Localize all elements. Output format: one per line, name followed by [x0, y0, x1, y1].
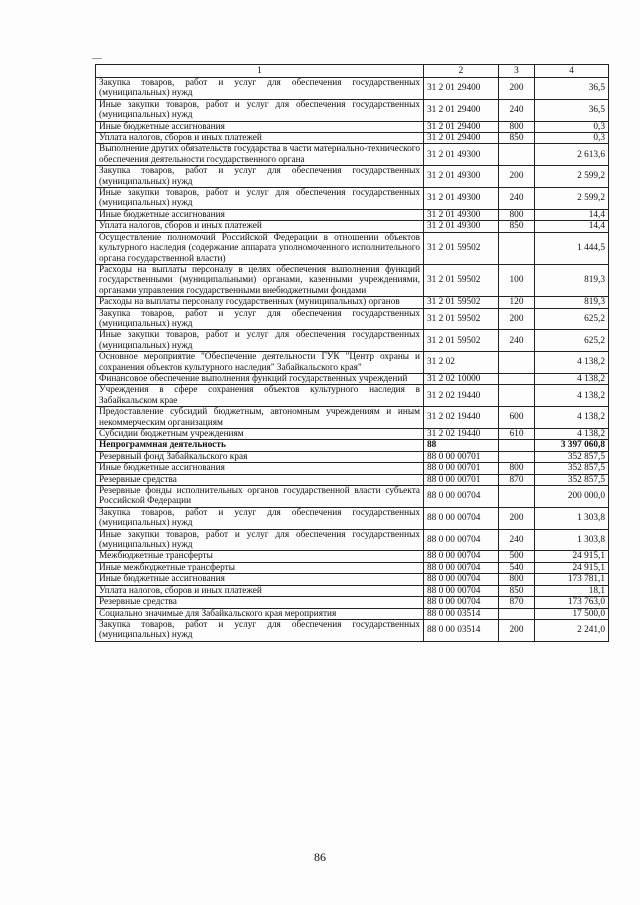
row-name-cell: Непрограммная деятельность [96, 440, 424, 451]
table-body [96, 78, 609, 642]
row-code-cell: 88 0 00 00704 [424, 551, 499, 562]
table-row [96, 507, 609, 529]
row-code-cell: 88 0 00 00701 [424, 474, 499, 485]
row-name-cell: Межбюджетные трансферты [96, 551, 424, 562]
row-amount-cell: 2 613,6 [535, 144, 609, 166]
table-row [96, 232, 609, 264]
row-code-cell: 31 2 02 10000 [424, 373, 499, 384]
row-code-cell: 31 2 01 29400 [424, 133, 499, 144]
row-name-cell: Иные закупки товаров, работ и услуг для обеспечения государственных (муниципальных) нужд [96, 99, 424, 121]
row-name-cell: Иные межбюджетные трансферты [96, 562, 424, 573]
row-amount-cell: 3 397 060,8 [535, 440, 609, 451]
table-row [96, 352, 609, 374]
table-row [96, 574, 609, 585]
row-amount-cell: 2 241,0 [535, 619, 609, 641]
table-row [96, 608, 609, 619]
row-name-cell: Иные бюджетные ассигнования [96, 121, 424, 132]
row-name-cell: Уплата налогов, сборов и иных платежей [96, 221, 424, 232]
row-vr-cell: 870 [499, 597, 535, 608]
row-amount-cell: 819,3 [535, 264, 609, 296]
row-amount-cell: 352 857,5 [535, 474, 609, 485]
row-code-cell: 31 2 01 29400 [424, 121, 499, 132]
table-row [96, 373, 609, 384]
row-name-cell: Закупка товаров, работ и услуг для обеспечения государственных (муниципальных) нужд [96, 308, 424, 330]
row-name-cell: Резервные средства [96, 474, 424, 485]
row-amount-cell: 1 444,5 [535, 232, 609, 264]
row-code-cell: 31 2 02 19440 [424, 407, 499, 429]
row-name-cell: Социально значимые для Забайкальского края мероприятия [96, 608, 424, 619]
row-amount-cell: 24 915,1 [535, 562, 609, 573]
row-code-cell: 31 2 01 49300 [424, 221, 499, 232]
table-row [96, 585, 609, 596]
row-name-cell: Выполнение других обязательств государства в части материально-технического обеспечения деятельности государственного органа [96, 144, 424, 166]
row-name-cell: Расходы на выплаты персоналу государственных (муниципальных) органов [96, 297, 424, 308]
row-amount-cell: 352 857,5 [535, 451, 609, 462]
row-amount-cell: 625,2 [535, 308, 609, 330]
row-name-cell: Резервный фонд Забайкальского края [96, 451, 424, 462]
row-code-cell: 31 2 01 49300 [424, 144, 499, 166]
row-code-cell: 31 2 02 19440 [424, 429, 499, 440]
row-name-cell: Иные бюджетные ассигнования [96, 209, 424, 220]
row-amount-cell: 17 500,0 [535, 608, 609, 619]
row-amount-cell: 0,3 [535, 121, 609, 132]
row-code-cell: 88 [424, 440, 499, 451]
table-row [96, 297, 609, 308]
table-row [96, 486, 609, 508]
row-vr-cell: 240 [499, 99, 535, 121]
table-row [96, 474, 609, 485]
row-code-cell: 31 2 01 59502 [424, 264, 499, 296]
row-amount-cell: 352 857,5 [535, 463, 609, 474]
table-row [96, 407, 609, 429]
row-name-cell: Уплата налогов, сборов и иных платежей [96, 585, 424, 596]
table-row [96, 330, 609, 352]
table-row [96, 133, 609, 144]
row-name-cell: Резервные средства [96, 597, 424, 608]
row-code-cell: 88 0 00 00701 [424, 451, 499, 462]
row-code-cell: 31 2 01 59502 [424, 330, 499, 352]
row-vr-cell [499, 144, 535, 166]
row-amount-cell: 36,5 [535, 78, 609, 100]
row-code-cell: 88 0 00 00701 [424, 463, 499, 474]
row-name-cell: Основное мероприятие "Обеспечение деятельности ГУК "Центр охраны и сохранения объектов культурного наследия" Забайкальского края" [96, 352, 424, 374]
scan-mark [92, 58, 102, 62]
row-name-cell: Уплата налогов, сборов и иных платежей [96, 133, 424, 144]
row-amount-cell: 0,3 [535, 133, 609, 144]
row-code-cell: 88 0 00 00704 [424, 529, 499, 551]
row-name-cell: Расходы на выплаты персоналу в целях обеспечения выполнения функций государственными (муниципальными) органами, казенными учреждениями, органами управления государственными внебюджетными фондами [96, 264, 424, 296]
row-name-cell: Иные закупки товаров, работ и услуг для обеспечения государственных (муниципальных) нужд [96, 188, 424, 210]
row-vr-cell [499, 608, 535, 619]
row-code-cell: 31 2 01 29400 [424, 99, 499, 121]
row-name-cell: Закупка товаров, работ и услуг для обеспечения государственных (муниципальных) нужд [96, 619, 424, 641]
row-name-cell: Закупка товаров, работ и услуг для обеспечения государственных (муниципальных) нужд [96, 78, 424, 100]
row-vr-cell [499, 440, 535, 451]
row-vr-cell: 870 [499, 474, 535, 485]
header-cell-amount: 4 [535, 65, 609, 78]
row-amount-cell: 14,4 [535, 221, 609, 232]
table-row [96, 308, 609, 330]
row-vr-cell: 240 [499, 529, 535, 551]
row-vr-cell: 800 [499, 121, 535, 132]
header-cell-name: 1 [96, 65, 424, 78]
row-code-cell: 31 2 02 [424, 352, 499, 374]
row-vr-cell [499, 451, 535, 462]
row-vr-cell [499, 232, 535, 264]
row-vr-cell: 540 [499, 562, 535, 573]
row-name-cell: Иные бюджетные ассигнования [96, 463, 424, 474]
row-code-cell: 88 0 00 00704 [424, 562, 499, 573]
row-code-cell: 31 2 01 49300 [424, 166, 499, 188]
row-vr-cell: 600 [499, 407, 535, 429]
table-row [96, 429, 609, 440]
table-row [96, 99, 609, 121]
row-vr-cell: 200 [499, 166, 535, 188]
row-vr-cell: 500 [499, 551, 535, 562]
table-row [96, 597, 609, 608]
row-code-cell: 88 0 00 00704 [424, 507, 499, 529]
row-amount-cell: 2 599,2 [535, 188, 609, 210]
row-amount-cell: 1 303,8 [535, 529, 609, 551]
row-code-cell: 31 2 01 59502 [424, 232, 499, 264]
row-amount-cell: 1 303,8 [535, 507, 609, 529]
row-code-cell: 31 2 01 29400 [424, 78, 499, 100]
table-row [96, 264, 609, 296]
row-amount-cell: 173 763,0 [535, 597, 609, 608]
table-row [96, 121, 609, 132]
table-row [96, 144, 609, 166]
row-vr-cell: 200 [499, 619, 535, 641]
row-amount-cell: 2 599,2 [535, 166, 609, 188]
table-row [96, 166, 609, 188]
row-vr-cell [499, 385, 535, 407]
table-row [96, 463, 609, 474]
row-code-cell: 88 0 00 03514 [424, 619, 499, 641]
row-code-cell: 88 0 00 00704 [424, 597, 499, 608]
row-amount-cell: 819,3 [535, 297, 609, 308]
row-vr-cell: 800 [499, 574, 535, 585]
row-amount-cell: 4 138,2 [535, 373, 609, 384]
row-vr-cell: 120 [499, 297, 535, 308]
row-name-cell: Резервные фонды исполнительных органов государственной власти субъекта Российской Федерации [96, 486, 424, 508]
row-amount-cell: 24 915,1 [535, 551, 609, 562]
row-amount-cell: 4 138,2 [535, 385, 609, 407]
row-vr-cell: 850 [499, 133, 535, 144]
row-amount-cell: 625,2 [535, 330, 609, 352]
header-cell-vr: 3 [499, 65, 535, 78]
row-code-cell: 31 2 01 49300 [424, 188, 499, 210]
row-code-cell: 31 2 02 19440 [424, 385, 499, 407]
row-name-cell: Субсидии бюджетным учреждениям [96, 429, 424, 440]
row-vr-cell: 200 [499, 78, 535, 100]
row-amount-cell: 4 138,2 [535, 407, 609, 429]
row-amount-cell: 36,5 [535, 99, 609, 121]
row-vr-cell: 240 [499, 188, 535, 210]
table-row [96, 619, 609, 641]
row-amount-cell: 173 781,1 [535, 574, 609, 585]
row-code-cell: 88 0 00 00704 [424, 574, 499, 585]
row-vr-cell [499, 486, 535, 508]
row-code-cell: 88 0 00 00704 [424, 585, 499, 596]
table-row [96, 385, 609, 407]
row-code-cell: 88 0 00 03514 [424, 608, 499, 619]
row-vr-cell: 200 [499, 308, 535, 330]
row-vr-cell: 850 [499, 585, 535, 596]
row-amount-cell: 4 138,2 [535, 352, 609, 374]
row-name-cell: Закупка товаров, работ и услуг для обеспечения государственных (муниципальных) нужд [96, 166, 424, 188]
header-cell-code: 2 [424, 65, 499, 78]
table-row [96, 551, 609, 562]
row-code-cell: 31 2 01 49300 [424, 209, 499, 220]
row-vr-cell [499, 352, 535, 374]
row-name-cell: Осуществление полномочий Российской Федерации в отношении объектов культурного наследия (содержание аппарата уполномоченного исполнительного органа государственной власти) [96, 232, 424, 264]
row-vr-cell: 800 [499, 209, 535, 220]
row-vr-cell [499, 373, 535, 384]
row-name-cell: Иные закупки товаров, работ и услуг для обеспечения государственных (муниципальных) нужд [96, 330, 424, 352]
row-vr-cell: 200 [499, 507, 535, 529]
table-row [96, 209, 609, 220]
row-amount-cell: 14,4 [535, 209, 609, 220]
row-name-cell: Иные закупки товаров, работ и услуг для обеспечения государственных (муниципальных) нужд [96, 529, 424, 551]
row-code-cell: 88 0 00 00704 [424, 486, 499, 508]
row-amount-cell: 18,1 [535, 585, 609, 596]
row-amount-cell: 200 000,0 [535, 486, 609, 508]
table-row [96, 78, 609, 100]
table-row [96, 221, 609, 232]
page-number: 86 [314, 850, 326, 864]
table-row [96, 529, 609, 551]
table-row [96, 451, 609, 462]
row-vr-cell: 800 [499, 463, 535, 474]
table-row [96, 188, 609, 210]
row-code-cell: 31 2 01 59502 [424, 308, 499, 330]
row-name-cell: Предоставление субсидий бюджетным, автономным учреждениям и иным некоммерческим организациям [96, 407, 424, 429]
row-amount-cell: 4 138,2 [535, 429, 609, 440]
header-row [96, 65, 609, 78]
row-name-cell: Финансовое обеспечение выполнения функций государственных учреждений [96, 373, 424, 384]
row-vr-cell: 240 [499, 330, 535, 352]
row-vr-cell: 100 [499, 264, 535, 296]
budget-table [95, 64, 609, 642]
row-code-cell: 31 2 01 59502 [424, 297, 499, 308]
row-name-cell: Закупка товаров, работ и услуг для обеспечения государственных (муниципальных) нужд [96, 507, 424, 529]
table-row [96, 562, 609, 573]
table-row [96, 440, 609, 451]
row-vr-cell: 850 [499, 221, 535, 232]
row-vr-cell: 610 [499, 429, 535, 440]
row-name-cell: Иные бюджетные ассигнования [96, 574, 424, 585]
row-name-cell: Учреждения в сфере сохранения объектов культурного наследия в Забайкальском крае [96, 385, 424, 407]
